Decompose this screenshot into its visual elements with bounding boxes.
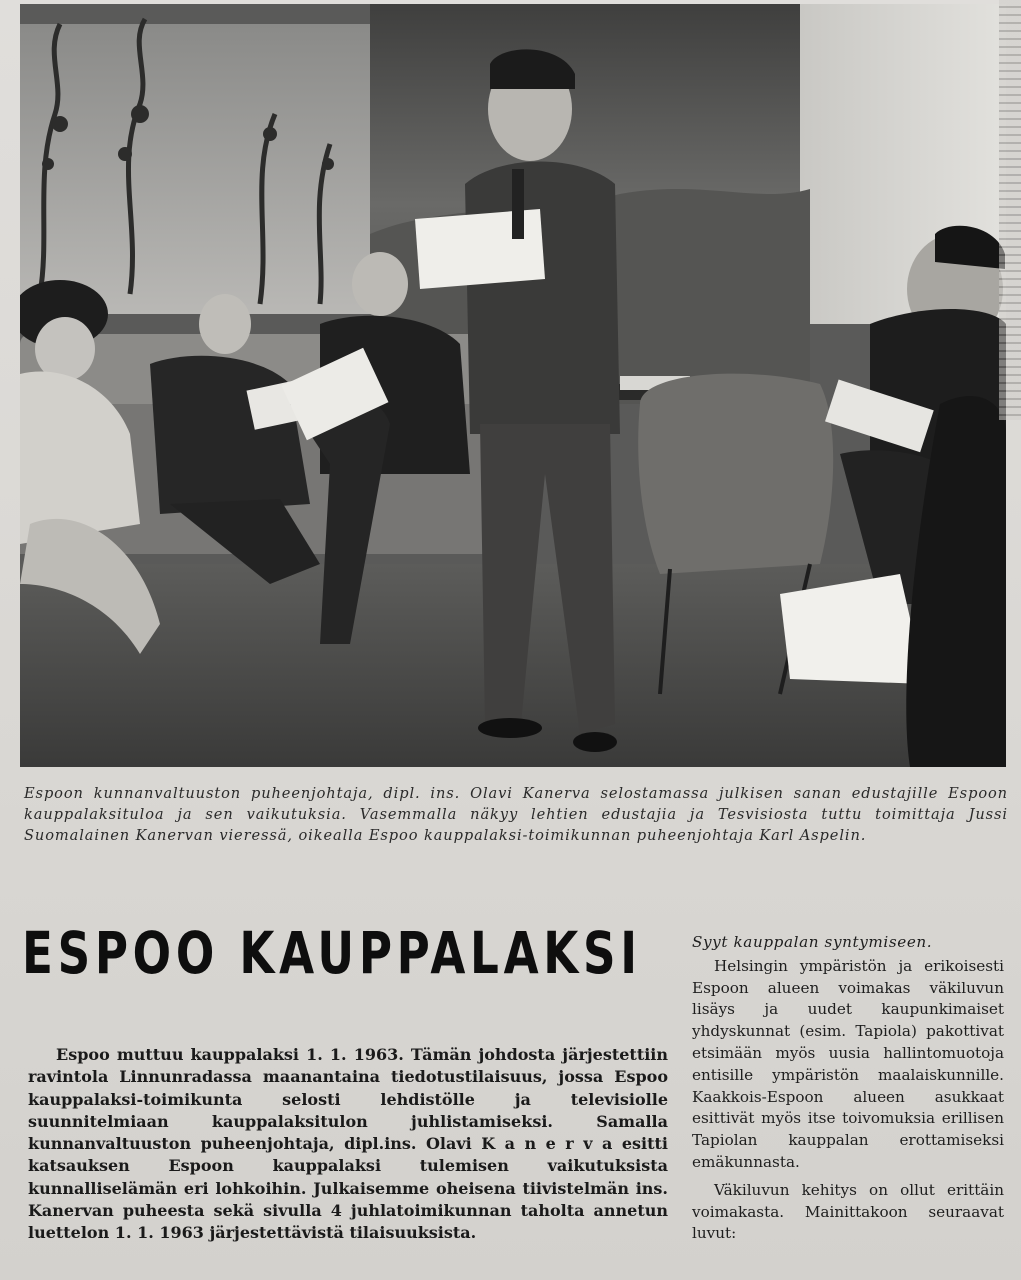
photo-icon [20, 4, 1006, 767]
body-paragraph-2: Väkiluvun kehitys on ollut erittäin voimakasta. Mainittakoon seuraavat luvut: [692, 1180, 1004, 1243]
article-lead [28, 1044, 668, 1245]
article-headline: ESPOO KAUPPALAKSI [22, 919, 642, 987]
page-edge [999, 0, 1021, 420]
body-paragraph-1: Helsingin ympäristön ja erikoisesti Espoon alueen voimakas väkiluvun lisäys ja uudet kaupunkimaiset yhdyskunnat (esim. Tapiola) pakottivat etsimään myös uusia hallintomuotoja entisille ympäristön maalaiskunnille. Kaakkois-Espoon alueen asukkaat esittivät myös itse toivomuksia erillisen Tapiolan kauppalan erottamiseksi emäkunnasta. [692, 956, 1004, 1171]
right-column [692, 932, 1004, 1251]
photo-caption: Espoon kunnanvaltuuston puheenjohtaja, dipl. ins. Olavi Kanerva selostamassa julkisen sanan edustajille Espoon kauppalaksituloa ja sen vaikutuksia. Vasemmalla näkyy lehtien edustajia ja Tesvisiosta tuttu toimittaja Jussi Suomalainen Kanervan vieressä, oikealla Espoo kauppalaksi-toimikunnan puheenjohtaja Karl Aspelin. [24, 785, 1008, 844]
press-conference-photo [20, 4, 1006, 767]
section-subhead: Syyt kauppalan syntymiseen. [692, 933, 933, 951]
lead-paragraph: Espoo muttuu kauppalaksi 1. 1. 1963. Tämän johdosta järjestettiin ravintola Linnunradassa maanantaina tiedotustilaisuus, jossa Espoo kauppalaksi-toimikunta selosti lehdistölle ja televisiolle suunnitelmiaan kauppalaksitulon juhlistamiseksi. Samalla kunnanvaltuuston puheenjohtaja, dipl.ins. Olavi K a n e r v a esitti katsauksen Espoon kauppalaksi tulemisen vaikutuksista kunnalliselämän eri lohkoihin. Julkaisemme oheisena tiivistelmän ins. Kanervan puheesta sekä sivulla 4 juhlatoimikunnan taholta annetun luettelon 1. 1. 1963 järjestettävistä tilaisuuksista. [28, 1045, 668, 1243]
